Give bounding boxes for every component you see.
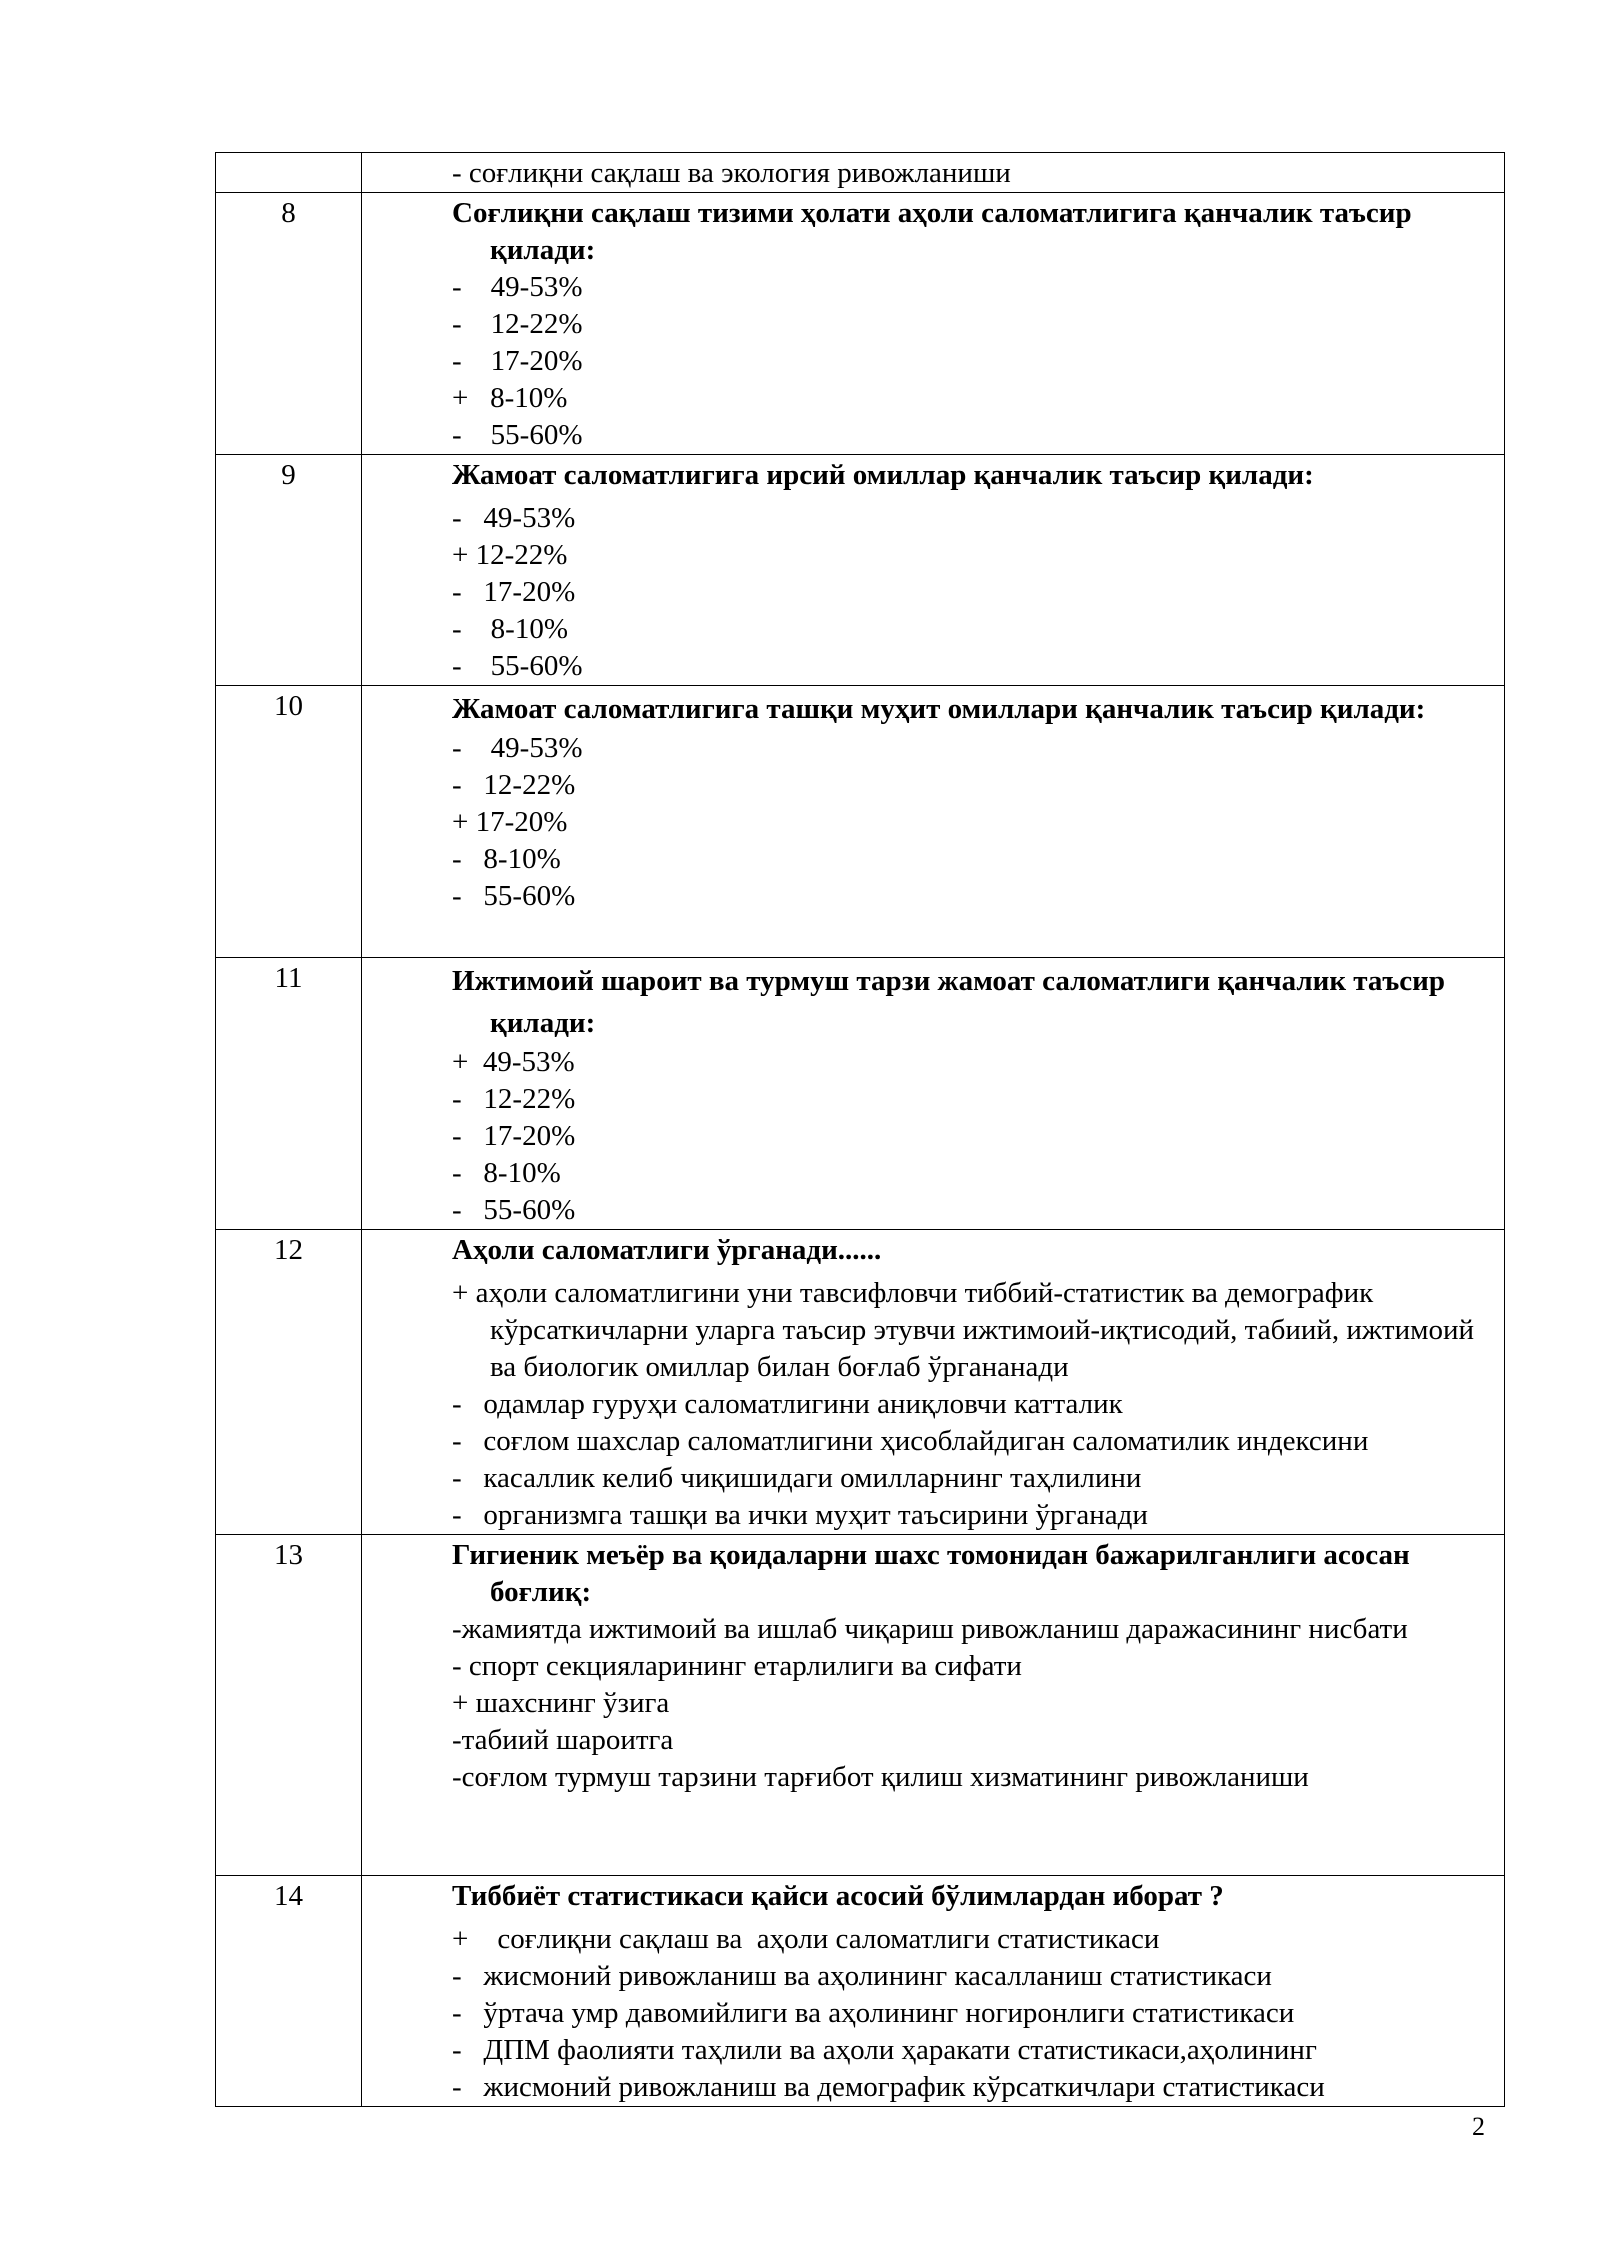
option-text: - 17-20% — [452, 576, 576, 608]
option-text: - 49-53% — [452, 502, 576, 534]
option-text: - 17-20% — [452, 345, 583, 377]
option-text: - 55-60% — [452, 880, 576, 912]
row-number-cell: 13 — [216, 1535, 362, 1876]
option-text: - 8-10% — [452, 613, 568, 645]
row-number-cell: 12 — [216, 1230, 362, 1535]
option-text: - одамлар гуруҳи саломатлигини аниқловчи катталик — [452, 1388, 1123, 1420]
option-text: - жисмоний ривожланиш ва демографик кўрсаткичлари статистикаси — [452, 2071, 1325, 2103]
option-text: - касаллик келиб чиқишидаги омилларнинг таҳлилини — [452, 1462, 1142, 1494]
option-text: - 12-22% — [452, 769, 576, 801]
row-number-cell: 8 — [216, 193, 362, 455]
row-body-cell — [362, 153, 1505, 193]
option-text: - спорт секцияларининг етарлилиги ва сифати — [452, 1650, 1022, 1682]
question-text: Гигиеник меъёр ва қоидаларни шахс томонидан бажарилганлиги асосан боғлиқ: — [452, 1539, 1410, 1608]
option-text: - соғлом шахслар саломатлигини ҳисоблайдиган саломатилик индексини — [452, 1425, 1369, 1457]
row-body-cell — [362, 455, 1505, 686]
question-text: Аҳоли саломатлиги ўрганади...... — [452, 1234, 882, 1266]
row-number-cell: 14 — [216, 1876, 362, 2107]
option-text: + соғлиқни сақлаш ва аҳоли саломатлиги статистикаси — [452, 1923, 1160, 1955]
row-body-cell — [362, 1535, 1505, 1876]
row-number-cell: 11 — [216, 958, 362, 1230]
option-text: - 55-60% — [452, 650, 583, 682]
option-text: - 55-60% — [452, 419, 583, 451]
question-table — [215, 152, 1505, 2107]
option-text: + 12-22% — [452, 539, 568, 571]
option-text: + 17-20% — [452, 806, 568, 838]
table-row — [216, 1876, 1505, 2107]
table-row — [216, 958, 1505, 1230]
option-text: - 8-10% — [452, 843, 561, 875]
option-text: - ўртача умр давомийлиги ва аҳолининг ногиронлиги статистикаси — [452, 1997, 1295, 2029]
option-text: + 8-10% — [452, 382, 568, 414]
question-text: Тиббиёт статистикаси қайси асосий бўлимлардан иборат ? — [452, 1880, 1224, 1912]
row-body-cell — [362, 1230, 1505, 1535]
row-body-cell — [362, 958, 1505, 1230]
option-text: - 8-10% — [452, 1157, 561, 1189]
option-text: -табиий шароитга — [452, 1724, 674, 1756]
row-body-cell — [362, 193, 1505, 455]
table-row — [216, 1535, 1505, 1876]
table-row — [216, 455, 1505, 686]
row-body-cell — [362, 686, 1505, 958]
option-text: - организмга ташқи ва ички муҳит таъсирини ўрганади — [452, 1499, 1148, 1531]
row-number-cell: 9 — [216, 455, 362, 686]
option-text: - соғлиқни сақлаш ва экология ривожланиши — [452, 157, 1011, 189]
table-row — [216, 686, 1505, 958]
option-text: - 55-60% — [452, 1194, 576, 1226]
option-text: -соғлом турмуш тарзини тарғибот қилиш хизматининг ривожланиши — [452, 1761, 1309, 1793]
option-text: - ДПМ фаолияти таҳлили ва аҳоли ҳаракати статистикаси,аҳолининг — [452, 2034, 1317, 2066]
option-text: - жисмоний ривожланиш ва аҳолининг касалланиш статистикаси — [452, 1960, 1272, 1992]
option-text: - 17-20% — [452, 1120, 576, 1152]
option-text: - 12-22% — [452, 1083, 576, 1115]
table-row — [216, 153, 1505, 193]
row-body-cell — [362, 1876, 1505, 2107]
table-row — [216, 1230, 1505, 1535]
row-number-cell: 10 — [216, 686, 362, 958]
option-text: + аҳоли саломатлигини уни тавсифловчи тиббий-статистик ва демографик кўрсаткичларни уларга таъсир этувчи ижтимоий-иқтисодий, табиий, ижтимоий ва биологик омиллар билан боғлаб ўргананади — [452, 1277, 1475, 1383]
option-text: - 49-53% — [452, 732, 583, 764]
question-text: Соғлиқни сақлаш тизими ҳолати аҳоли саломатлигига қанчалик таъсир қилади: — [452, 197, 1412, 266]
option-text: -жамиятда ижтимоий ва ишлаб чиқариш ривожланиш даражасининг нисбати — [452, 1613, 1408, 1645]
option-text: + шахснинг ўзига — [452, 1687, 670, 1719]
option-text: - 12-22% — [452, 308, 583, 340]
row-number-cell — [216, 153, 362, 193]
option-text: - 49-53% — [452, 271, 583, 303]
table-row — [216, 193, 1505, 455]
question-text: Ижтимоий шароит ва турмуш тарзи жамоат саломатлиги қанчалик таъсир қилади: — [452, 965, 1445, 1039]
option-text: + 49-53% — [452, 1046, 575, 1078]
question-text: Жамоат саломатлигига ташқи муҳит омиллари қанчалик таъсир қилади: — [452, 693, 1426, 725]
question-text: Жамоат саломатлигига ирсий омиллар қанчалик таъсир қилади: — [452, 459, 1314, 491]
page-number: 2 — [1472, 2112, 1485, 2141]
